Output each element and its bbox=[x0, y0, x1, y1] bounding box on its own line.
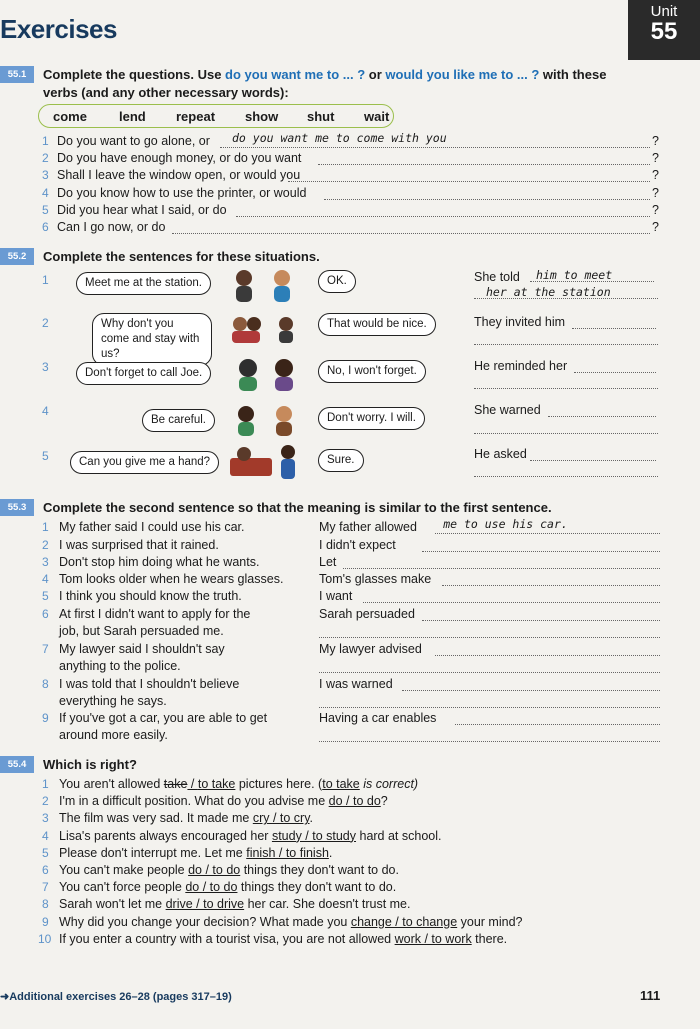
item-number: 10 bbox=[38, 931, 52, 946]
page-title: Exercises bbox=[0, 14, 117, 44]
choice-sentence bbox=[59, 897, 410, 911]
choice-sentence bbox=[59, 829, 441, 843]
choice-sentence bbox=[59, 777, 418, 791]
first-sentence: My father said I could use his car. bbox=[59, 520, 245, 534]
person-pair-1 bbox=[236, 270, 290, 302]
item-number: 2 bbox=[42, 538, 49, 552]
answer-line[interactable] bbox=[363, 589, 660, 603]
answer-line[interactable] bbox=[172, 220, 650, 234]
second-sentence-start: My father allowed bbox=[319, 520, 417, 534]
question-mark: ? bbox=[652, 185, 659, 200]
handwritten-answer: him to meet bbox=[536, 268, 613, 282]
sentence-part: . bbox=[328, 845, 333, 860]
question-mark: ? bbox=[652, 151, 659, 166]
sentence-part: your mind? bbox=[457, 914, 523, 929]
item-number: 9 bbox=[42, 914, 49, 929]
sentence-part: Lisa's parents always encouraged her bbox=[59, 828, 272, 843]
item-number: 4 bbox=[42, 404, 49, 418]
first-sentence: At first I didn't want to apply for the bbox=[59, 607, 251, 621]
item-number: 3 bbox=[42, 360, 49, 374]
item-number: 5 bbox=[42, 449, 49, 463]
exercise-title: Which is right? bbox=[43, 757, 137, 772]
item-number: 1 bbox=[42, 520, 49, 534]
choice-options[interactable]: do / to do bbox=[188, 863, 241, 877]
sentence-start: He asked bbox=[474, 447, 527, 461]
sentence-part: Please don't interrupt me. Let me bbox=[59, 845, 247, 860]
item-number: 4 bbox=[42, 572, 49, 586]
word-box bbox=[38, 104, 394, 128]
sentence-part: I'm in a difficult position. What do you advise me bbox=[59, 794, 329, 809]
sentence-part: You can't make people bbox=[59, 863, 189, 877]
item-number: 3 bbox=[42, 811, 49, 826]
answer-line[interactable] bbox=[435, 642, 660, 656]
question-mark: ? bbox=[652, 202, 659, 217]
exercise-number: 55.4 bbox=[0, 756, 34, 773]
answer-line[interactable] bbox=[474, 420, 658, 434]
sentence-part: her car. She doesn't trust me. bbox=[244, 897, 411, 912]
first-sentence: Don't stop him doing what he wants. bbox=[59, 555, 260, 569]
sentence-part: things they don't want to do. bbox=[240, 863, 399, 877]
example-note: is correct) bbox=[359, 777, 419, 791]
word: wait bbox=[364, 109, 390, 124]
first-sentence: If you've got a car, you are able to get bbox=[59, 711, 268, 725]
sentence-part: hard at school. bbox=[356, 828, 442, 843]
sentence-start: She told bbox=[474, 270, 520, 284]
sentence-part: You can't force people bbox=[59, 880, 186, 895]
answer-line[interactable] bbox=[236, 203, 650, 217]
second-sentence-start: Tom's glasses make bbox=[319, 572, 432, 586]
exercise-title bbox=[43, 67, 606, 82]
item-number: 1 bbox=[42, 273, 49, 287]
word: show bbox=[245, 109, 279, 124]
person-pair-4 bbox=[238, 406, 292, 436]
choice-sentence bbox=[59, 863, 399, 877]
answer-line[interactable] bbox=[574, 359, 656, 373]
speech-bubble-right: No, I won't forget. bbox=[318, 360, 426, 383]
option-correct[interactable]: to take bbox=[197, 777, 236, 791]
choice-options[interactable]: finish / to finish bbox=[246, 845, 329, 860]
first-sentence: I was told that I shouldn't believe bbox=[59, 677, 240, 691]
sentence-part: The film was very sad. It made me bbox=[59, 811, 253, 826]
item-number: 4 bbox=[42, 828, 49, 843]
speech-bubble-left: Why don't you come and stay with us? bbox=[92, 313, 212, 366]
item-number: 2 bbox=[42, 316, 49, 330]
exercise-number: 55.2 bbox=[0, 248, 34, 265]
second-sentence-start: I want bbox=[319, 589, 353, 603]
handwritten-answer: me to use his car. bbox=[443, 517, 568, 531]
second-sentence-start: I was warned bbox=[319, 677, 393, 691]
answer-line[interactable] bbox=[402, 677, 660, 691]
answer-line[interactable] bbox=[530, 447, 656, 461]
answer-line[interactable] bbox=[422, 607, 660, 621]
second-sentence-start: I didn't expect bbox=[319, 538, 396, 552]
sentence-start: She warned bbox=[474, 403, 541, 417]
sentence-start: He reminded her bbox=[474, 359, 568, 373]
word: lend bbox=[119, 109, 146, 124]
person-pair-2 bbox=[232, 317, 293, 343]
answer-line[interactable] bbox=[319, 694, 660, 708]
answer-line[interactable] bbox=[530, 268, 654, 282]
answer-line[interactable] bbox=[474, 463, 658, 477]
exercise-title: Complete the second sentence so that the meaning is similar to the first sentence. bbox=[43, 500, 552, 515]
second-sentence-start: Having a car enables bbox=[319, 711, 437, 725]
answer-line[interactable] bbox=[474, 375, 658, 389]
title-part: Complete the questions. Use bbox=[43, 67, 226, 82]
answer-line[interactable] bbox=[442, 572, 660, 586]
second-sentence-start: Sarah persuaded bbox=[319, 607, 415, 621]
answer-line[interactable] bbox=[343, 555, 660, 569]
choice-sentence bbox=[59, 811, 313, 825]
unit-number: 55 bbox=[650, 18, 678, 45]
first-sentence-cont: anything to the police. bbox=[59, 659, 181, 673]
choice-options[interactable]: drive / to drive bbox=[165, 897, 245, 912]
first-sentence-cont: job, but Sarah persuaded me. bbox=[59, 624, 224, 638]
first-sentence: I think you should know the truth. bbox=[59, 589, 242, 603]
speech-bubble-right: Don't worry. I will. bbox=[318, 407, 425, 430]
answer-line[interactable] bbox=[318, 151, 650, 165]
question-text: Shall I leave the window open, or would you bbox=[57, 168, 301, 183]
speech-bubble-left: Don't forget to call Joe. bbox=[76, 362, 211, 385]
question-text: Do you want to go alone, or bbox=[57, 134, 210, 148]
first-sentence-cont: around more easily. bbox=[59, 728, 168, 742]
choice-sentence bbox=[59, 880, 396, 894]
choice-options[interactable]: work / to work bbox=[394, 931, 472, 946]
sentence-part: Sarah won't let me bbox=[59, 897, 166, 912]
question-text: Do you have enough money, or do you want bbox=[57, 151, 302, 166]
speech-bubble-right: OK. bbox=[318, 270, 356, 293]
first-sentence-cont: everything he says. bbox=[59, 694, 167, 708]
answer-line[interactable] bbox=[319, 659, 660, 673]
handwritten-answer: do you want me to come with you bbox=[232, 131, 447, 145]
item-number: 5 bbox=[42, 845, 49, 860]
option-separator: / bbox=[187, 777, 198, 791]
choice-sentence bbox=[59, 846, 332, 860]
choice-options[interactable]: study / to study bbox=[271, 828, 357, 843]
option-wrong[interactable]: take bbox=[163, 777, 188, 791]
question-mark: ? bbox=[652, 220, 659, 234]
sentence-part: Why did you change your decision? What made you bbox=[59, 914, 351, 929]
answer-line[interactable] bbox=[572, 315, 656, 329]
item-number: 6 bbox=[42, 607, 49, 621]
item-number: 6 bbox=[42, 220, 49, 234]
item-number: 4 bbox=[42, 185, 49, 200]
second-sentence-start: Let bbox=[319, 555, 337, 569]
item-number: 7 bbox=[42, 880, 49, 895]
item-number: 1 bbox=[42, 777, 49, 791]
title-part: with these bbox=[539, 67, 607, 82]
word: come bbox=[53, 109, 87, 124]
question-mark: ? bbox=[652, 168, 659, 183]
people-illustration bbox=[230, 264, 310, 484]
speech-bubble-left: Meet me at the station. bbox=[76, 272, 211, 295]
handwritten-answer: her at the station bbox=[486, 285, 611, 299]
speech-bubble-right: That would be nice. bbox=[318, 313, 436, 336]
item-number: 7 bbox=[42, 642, 49, 656]
item-number: 1 bbox=[42, 134, 49, 148]
sentence-part: If you enter a country with a tourist visa, you are not allowed bbox=[59, 931, 395, 946]
additional-exercises-link[interactable]: ➜Additional exercises 26–28 (pages 317–19) bbox=[0, 991, 232, 1003]
question-text: Can I go now, or do bbox=[57, 220, 166, 234]
sentence-part: pictures here. ( bbox=[235, 777, 323, 791]
answer-line[interactable] bbox=[474, 331, 658, 345]
exercise-title: Complete the sentences for these situations. bbox=[43, 249, 320, 264]
answer-line[interactable] bbox=[319, 728, 660, 742]
item-number: 5 bbox=[42, 202, 49, 217]
item-number: 3 bbox=[42, 555, 49, 569]
sentence-part: You aren't allowed bbox=[59, 777, 164, 791]
speech-bubble-right: Sure. bbox=[318, 449, 364, 472]
person-pair-5 bbox=[230, 445, 295, 479]
choice-sentence bbox=[59, 794, 388, 808]
answer-line[interactable] bbox=[548, 403, 656, 417]
answer-line[interactable] bbox=[319, 624, 660, 638]
sentence-part: ? bbox=[380, 794, 388, 809]
second-sentence-start: My lawyer advised bbox=[319, 642, 422, 656]
choice-options[interactable]: cry / to cry bbox=[252, 811, 310, 826]
answer-line[interactable] bbox=[288, 168, 650, 182]
word: repeat bbox=[176, 109, 216, 124]
item-number: 2 bbox=[42, 151, 49, 166]
speech-bubble-left: Be careful. bbox=[142, 409, 215, 432]
answer-line[interactable] bbox=[474, 285, 658, 299]
sentence-part: things they don't want to do. bbox=[237, 880, 397, 895]
question-text: Do you know how to use the printer, or would bbox=[57, 185, 307, 200]
sentence-part: . bbox=[309, 811, 314, 826]
speech-bubble-left: Can you give me a hand? bbox=[70, 451, 219, 474]
choice-sentence bbox=[59, 915, 522, 929]
exercise-title-line2: verbs (and any other necessary words): bbox=[43, 85, 289, 100]
footer-text: Additional exercises 26–28 (pages 317–19) bbox=[9, 991, 232, 1003]
answer-line[interactable] bbox=[422, 538, 660, 552]
item-number: 3 bbox=[42, 168, 49, 183]
first-sentence: I was surprised that it rained. bbox=[59, 538, 219, 552]
unit-badge bbox=[628, 0, 700, 60]
sentence-part: there. bbox=[471, 931, 508, 946]
item-number: 2 bbox=[42, 794, 49, 809]
title-phrase: do you want me to ... ? bbox=[225, 67, 366, 82]
unit-label: Unit bbox=[650, 3, 678, 20]
question-text: Did you hear what I said, or do bbox=[57, 202, 227, 217]
item-number: 8 bbox=[42, 897, 49, 912]
title-part: or bbox=[365, 67, 386, 82]
item-number: 6 bbox=[42, 863, 49, 877]
question-mark: ? bbox=[652, 134, 659, 148]
item-number: 8 bbox=[42, 677, 49, 691]
exercise-number: 55.3 bbox=[0, 499, 34, 516]
first-sentence: My lawyer said I shouldn't say bbox=[59, 642, 225, 656]
exercise-number: 55.1 bbox=[0, 66, 34, 83]
item-number: 9 bbox=[42, 711, 49, 725]
person-pair-3 bbox=[239, 359, 293, 391]
title-phrase: would you like me to ... ? bbox=[385, 67, 540, 82]
choice-options[interactable]: change / to change bbox=[350, 914, 458, 929]
sentence-start: They invited him bbox=[474, 315, 566, 329]
item-number: 5 bbox=[42, 589, 49, 603]
answer-line[interactable] bbox=[324, 186, 650, 200]
first-sentence: Tom looks older when he wears glasses. bbox=[59, 572, 284, 586]
answer-line[interactable] bbox=[455, 711, 660, 725]
word: shut bbox=[307, 109, 335, 124]
choice-sentence bbox=[59, 932, 507, 946]
choice-options[interactable]: do / to do bbox=[185, 880, 238, 895]
page-number: 111 bbox=[640, 988, 661, 1003]
example-answer: to take bbox=[322, 777, 360, 791]
choice-options[interactable]: do / to do bbox=[328, 794, 381, 809]
